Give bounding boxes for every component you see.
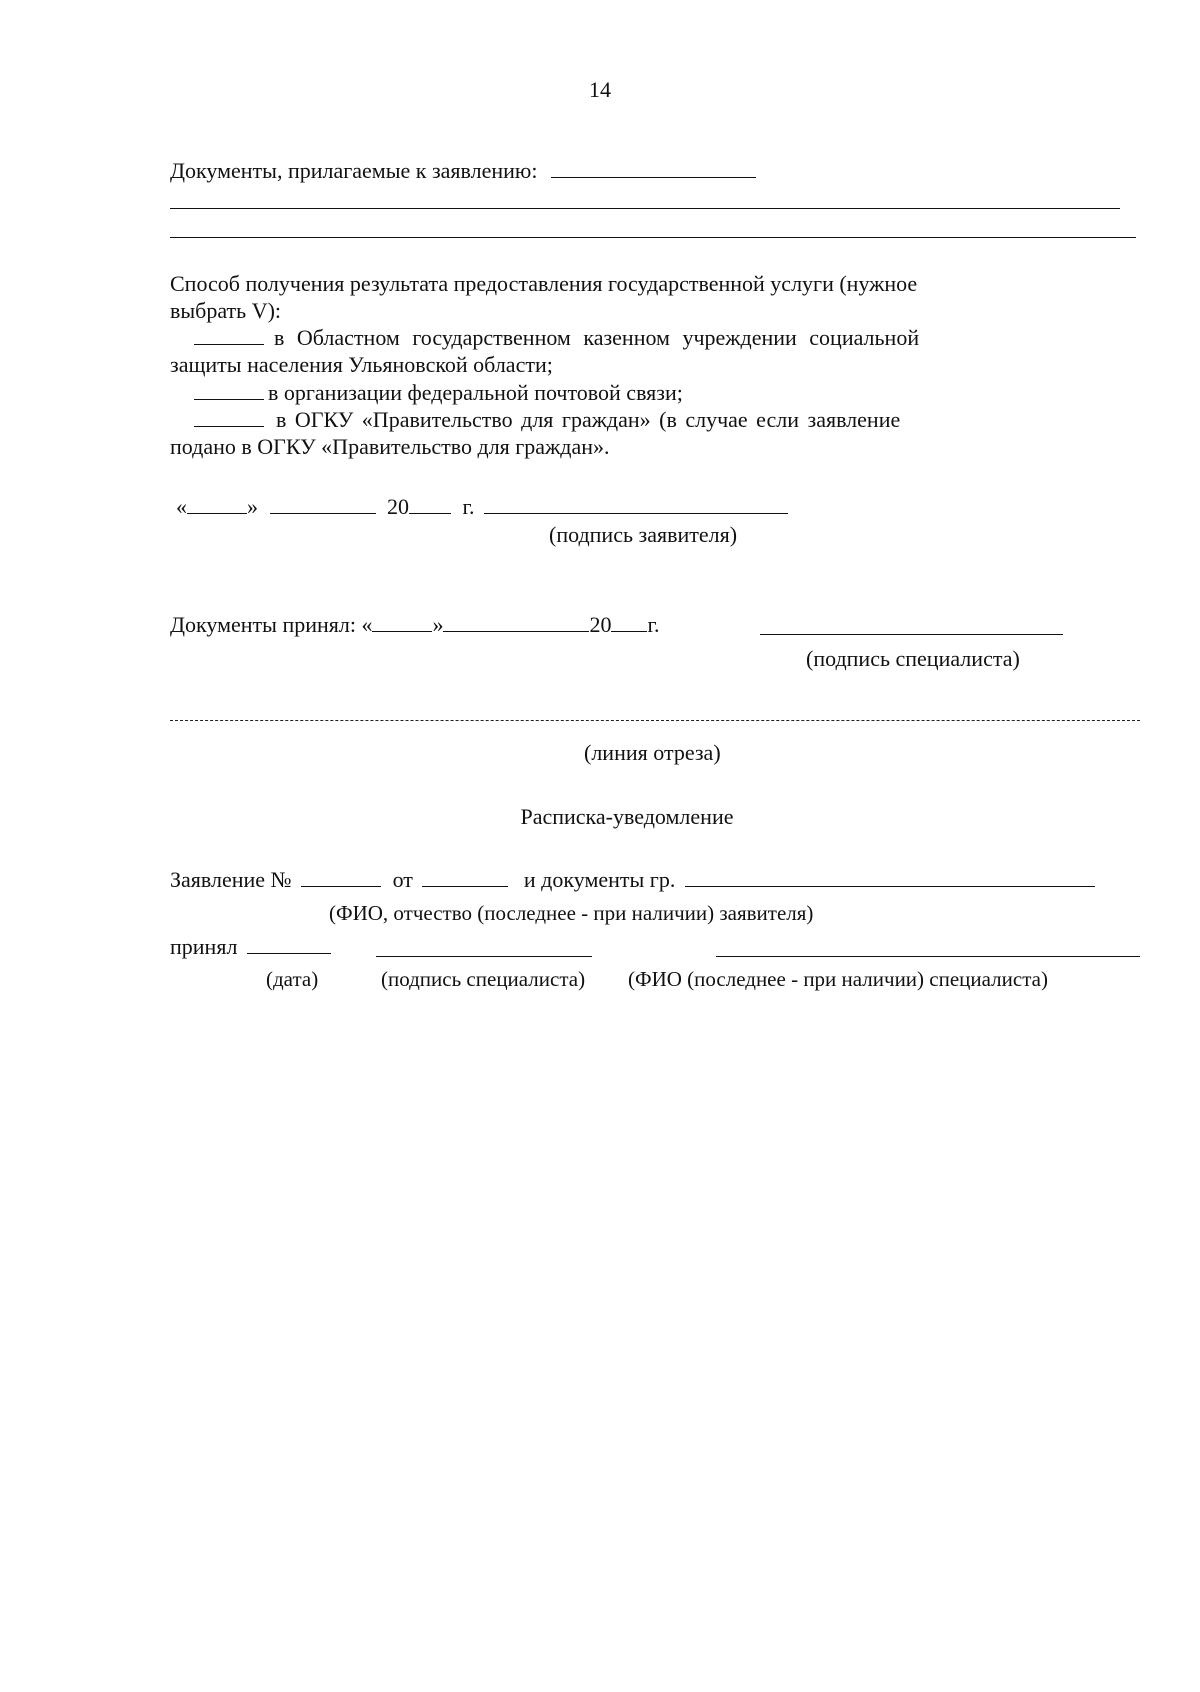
applicant-year-blank[interactable] [409,495,451,514]
accepted-row [170,612,660,638]
attachments-line-2[interactable] [170,237,1136,238]
application-date-blank[interactable] [422,868,508,887]
accepted-year-blank[interactable] [611,613,647,632]
receipt-title: Расписка-уведомление [520,804,734,829]
applicant-open-quote: « [176,494,187,519]
receipt-date-caption: (дата) [266,967,319,991]
accepted-year-suffix: г. [647,612,660,637]
applicant-fio-caption: (ФИО, отчество (последнее - при наличии) заявителя) [329,901,814,925]
option-2-checkbox-blank[interactable] [194,381,264,400]
accepted-month-blank[interactable] [443,613,589,632]
option-1-label: в Областном государственном казенном учреждении социальной [274,325,920,350]
application-documents-label: и документы гр. [523,867,676,892]
accepted-signature-caption: (подпись специалиста) [806,646,1020,671]
delivery-intro-line1: Способ получения результата предоставления государственной услуги (нужное [170,271,918,296]
applicant-signature-blank[interactable] [484,495,788,514]
attachments-blank[interactable] [551,159,756,178]
applicant-month-blank[interactable] [270,495,376,514]
receipt-specialist-fio-line[interactable] [716,956,1140,957]
attachments-label: Документы, прилагаемые к заявлению: [170,158,538,183]
accepted-label: Документы принял: « [170,612,373,637]
applicant-date-row [176,494,788,520]
receipt-signature-line[interactable] [376,956,592,957]
delivery-option-1 [194,325,919,351]
option-1-checkbox-blank[interactable] [194,326,264,345]
cut-line-caption: (линия отреза) [584,740,721,765]
receipt-accepted-label: принял [170,934,238,959]
applicant-close-quote: » [247,494,258,519]
cut-line [170,720,1140,721]
option-3-checkbox-blank[interactable] [194,408,264,427]
application-from-label: от [392,867,413,892]
option-3-label: в ОГКУ «Правительство для граждан» (в случае если заявление [276,407,901,432]
delivery-option-1-line2: защиты населения Ульяновской области; [170,352,553,377]
receipt-specialist-caption: (ФИО (последнее - при наличии) специалиста) [628,967,1048,991]
accepted-year-prefix: 20 [589,612,612,637]
application-number-blank[interactable] [301,868,381,887]
receipt-application-row [170,867,1095,893]
application-number-label: Заявление № [170,867,292,892]
receipt-accepted-row [170,934,331,960]
delivery-option-3 [194,407,900,433]
receipt-date-blank[interactable] [247,935,331,954]
accepted-close-quote: » [432,612,444,637]
attachments-line-1[interactable] [170,208,1120,209]
option-2-label: в организации федеральной почтовой связи; [268,380,683,405]
delivery-option-2 [194,380,683,406]
accepted-signature-line[interactable] [760,634,1063,635]
applicant-fio-blank[interactable] [685,868,1095,887]
accepted-day-blank[interactable] [372,613,432,632]
attachments-row [170,158,756,184]
applicant-signature-caption: (подпись заявителя) [549,522,738,547]
delivery-option-3-line2: подано в ОГКУ «Правительство для граждан». [170,434,610,459]
page-number: 14 [589,77,611,102]
delivery-intro-line2: выбрать V): [170,298,282,323]
applicant-day-blank[interactable] [187,495,247,514]
receipt-signature-caption: (подпись специалиста) [381,967,586,991]
applicant-year-suffix: г. [462,494,475,519]
applicant-year-prefix: 20 [387,494,409,519]
